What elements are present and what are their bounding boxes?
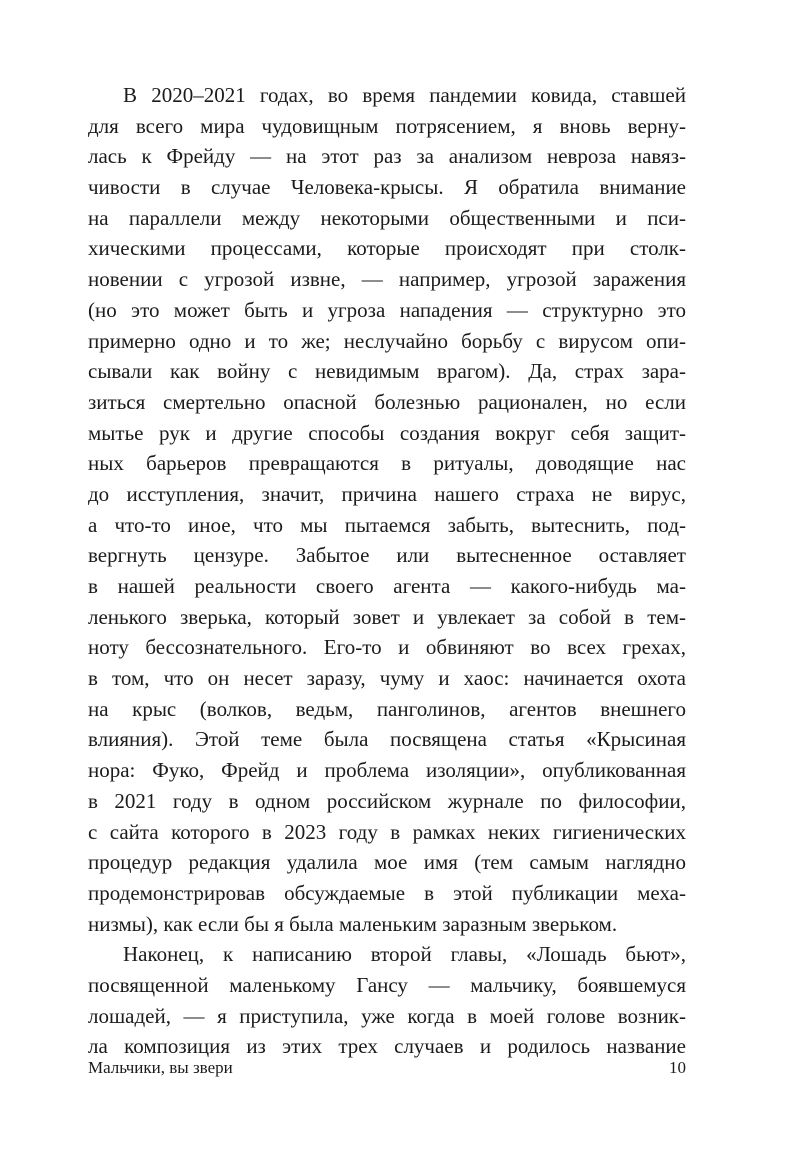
text-line: посвященной маленькому Гансу — мальчику, боявшемуся <box>88 972 686 997</box>
running-footer-title: Мальчики, вы звери <box>88 1058 233 1077</box>
text-line: примерно одно и то же; неслучайно борьбу с вирусом опи- <box>88 328 686 353</box>
text-line: В 2020–2021 годах, во время пандемии ковида, ставшей <box>123 83 686 107</box>
text-line: Наконец, к написанию второй главы, «Лошадь бьют», <box>123 942 686 967</box>
text-line: для всего мира чудовищным потрясением, я вновь верну- <box>88 113 686 138</box>
text-line: в 2021 году в одном российском журнале по философии, <box>88 788 686 813</box>
text-line: сывали как войну с невидимым врагом). Да, страх зара- <box>88 359 686 384</box>
text-line: мытье рук и другие способы создания вокруг себя защит- <box>88 420 686 445</box>
text-line: с сайта которого в 2023 году в рамках неких гигиенических <box>88 819 686 844</box>
text-line: ных барьеров превращаются в ритуалы, доводящие нас <box>88 451 686 476</box>
text-line: нора: Фуко, Фрейд и проблема изоляции», опубликованная <box>88 758 686 783</box>
text-line: новении с угрозой извне, — например, угрозой заражения <box>88 267 686 292</box>
text-line: хическими процессами, которые происходят при столк- <box>88 236 686 261</box>
text-line: ла композиция из этих трех случаев и родилось название <box>88 1034 686 1059</box>
text-line: до исступления, значит, причина нашего страха не вирус, <box>88 481 686 506</box>
body-text <box>88 80 686 1062</box>
text-line: вергнуть цензуре. Забытое или вытесненное оставляет <box>88 543 686 568</box>
text-line: а что-то иное, что мы пытаемся забыть, вытеснить, под- <box>88 512 686 537</box>
text-line: (но это может быть и угроза нападения — структурно это <box>88 297 686 322</box>
text-line: продемонстрировав обсуждаемые в этой публикации меха- <box>88 880 686 905</box>
text-line: ноту бессознательного. Его-то и обвиняют во всех грехах, <box>88 635 686 660</box>
text-line: на крыс (волков, ведьм, панголинов, агентов внешнего <box>88 696 686 721</box>
paragraph <box>88 939 686 1062</box>
paragraph <box>88 80 686 939</box>
text-line: лась к Фрейду — на этот раз за анализом невроза навяз- <box>88 144 686 169</box>
text-line: низмы), как если бы я была маленьким заразным зверьком. <box>88 911 618 936</box>
text-line: влияния). Этой теме была посвящена статья «Крысиная <box>88 727 686 752</box>
text-line: в нашей реальности своего агента — какого-нибудь ма- <box>88 574 686 598</box>
page-number: 10 <box>669 1058 686 1077</box>
text-line: лошадей, — я приступила, уже когда в моей голове возник- <box>88 1003 686 1028</box>
text-line: ленького зверька, который зовет и увлекает за собой в тем- <box>88 604 686 629</box>
text-line: зиться смертельно опасной болезнью рационален, но если <box>88 389 686 414</box>
text-line: процедур редакция удалила мое имя (тем самым наглядно <box>88 850 686 875</box>
text-line: на параллели между некоторыми общественными и пси- <box>88 205 686 230</box>
text-line: в том, что он несет заразу, чуму и хаос: начинается охота <box>88 666 686 691</box>
text-line: чивости в случае Человека-крысы. Я обратила внимание <box>88 175 686 200</box>
